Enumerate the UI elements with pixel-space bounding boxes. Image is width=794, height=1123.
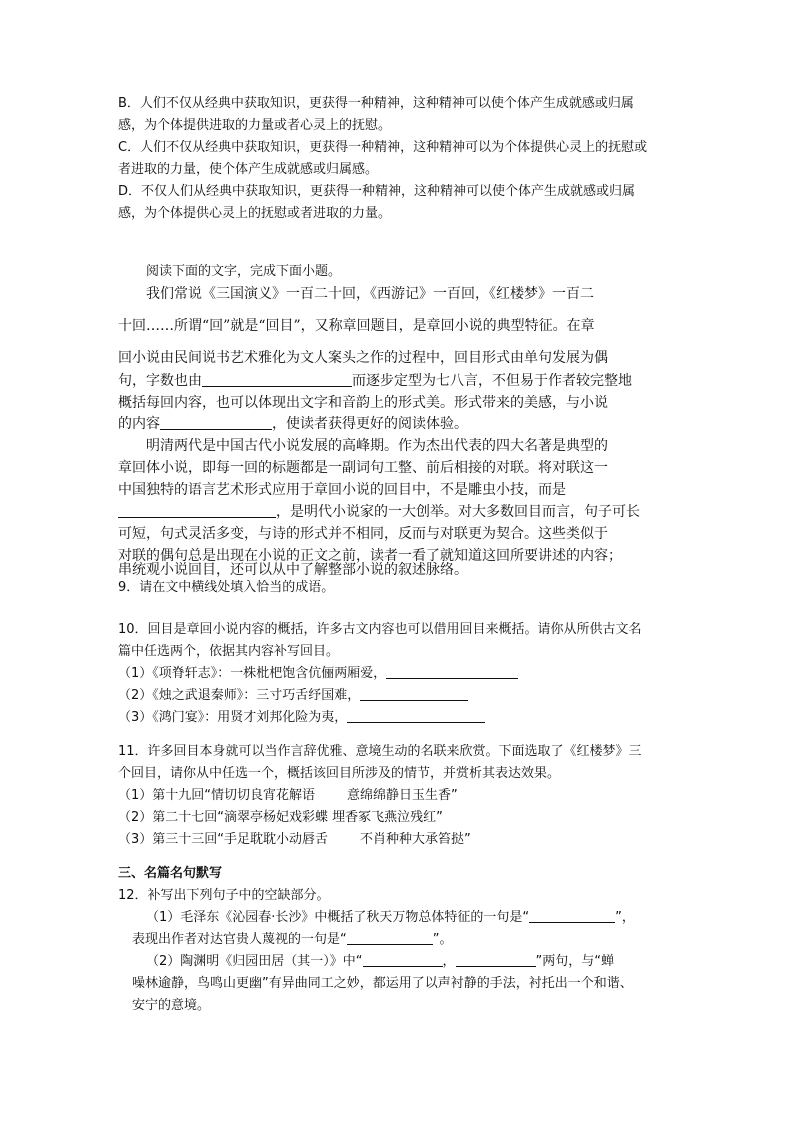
passage-line: 概括每回内容，也可以体现出文字和音韵上的形式美。形式带来的美感，与小说 <box>118 395 608 411</box>
passage-line: 明清两代是中国古代小说发展的高峰期。作为杰出代表的四大名著是典型的 <box>146 438 608 454</box>
passage-line <box>118 371 632 391</box>
answer-blank[interactable] <box>118 503 276 518</box>
passage-text: ，使读者获得更好的阅读体验。 <box>272 416 468 432</box>
passage-line: 我们常说《三国演义》一百二十回，《西游记》一百回，《红楼梦》一百二 <box>146 286 594 302</box>
answer-blank[interactable] <box>202 372 352 387</box>
q10-item <box>118 664 518 684</box>
q11-item-part: （3）第三十三回“手足耽耽小动唇舌 <box>118 832 329 847</box>
q11-item <box>118 830 471 850</box>
q11-item-part: 不肖种种大承笞挞” <box>360 832 471 847</box>
passage-line <box>118 502 640 522</box>
q10-item-text: （3）《鸿门宴》：用贤才刘邦化险为夷， <box>118 710 348 725</box>
q11-item-part: 意绵绵静日玉生香” <box>347 788 458 803</box>
answer-blank[interactable] <box>456 952 536 967</box>
q11-item <box>118 808 443 828</box>
option-d-line1: D．不仅人们从经典中获取知识，更获得一种精神，这种精神可以使个体产生成就感或归属 <box>118 184 636 199</box>
q10-item <box>118 708 485 728</box>
question-12-line1: 12．补写出下列句子中的空缺部分。 <box>118 888 330 903</box>
question-10-line2: 篇中任选两个，依据其内容补写回目。 <box>118 644 340 659</box>
q11-item-part: （2）第二十七回“滴翠亭杨妃戏彩蝶 埋香冢飞燕泣残红” <box>118 810 443 825</box>
q12-text: ”两句，与“蝉 <box>535 954 615 969</box>
q11-item <box>118 786 458 806</box>
option-b-line1: B．人们不仅从经典中获取知识，更获得一种精神，这种精神可以使个体产生成就感或归属 <box>118 96 634 111</box>
question-9: 9．请在文中横线处填入恰当的成语。 <box>118 580 335 595</box>
q12-text: （1）毛泽东《沁园春·长沙》中概括了秋天万物总体特征的一句是“ <box>146 910 530 925</box>
passage-line: 章回体小说，即每一回的标题都是一副词句工整、前后相接的对联。将对联这一 <box>118 460 608 476</box>
passage-line: 串统观小说回目，还可以从中了解整部小说的叙述脉络。 <box>118 562 468 578</box>
q10-item-text: （1）《项脊轩志》：一株枇杷饱含伉俪两厢爱， <box>118 666 387 681</box>
answer-blank[interactable] <box>347 708 485 723</box>
answer-blank[interactable] <box>360 686 468 701</box>
q12-text: ”， <box>615 910 635 925</box>
passage-text: 的内容 <box>118 416 160 432</box>
q12-sentence-2 <box>146 952 614 972</box>
answer-blank[interactable] <box>386 664 518 679</box>
answer-blank[interactable] <box>529 908 615 923</box>
passage-text: 句，字数也由 <box>118 373 202 389</box>
q12-sentence-2-cont: 噪林逾静，鸟鸣山更幽”有异曲同工之妙，都运用了以声衬静的手法，衬托出一个和谐、 <box>132 976 633 991</box>
passage-text: 而逐步定型为七八言，不但易于作者较完整地 <box>352 373 632 389</box>
q12-sentence-1 <box>146 908 635 928</box>
passage-line: 中国独特的语言艺术形式应用于章回小说的回目中，不是雕虫小技，而是 <box>118 482 566 498</box>
option-c-line1: C．人们不仅从经典中获取知识，更获得一种精神，这种精神可以为个体提供心灵上的抚慰或 <box>118 140 648 155</box>
question-11-line1: 11．许多回目本身就可以当作言辞优雅、意境生动的名联来欣赏。下面选取了《红楼梦》三 <box>118 744 642 759</box>
q12-text: ， <box>442 954 456 969</box>
question-11-line2: 个回目，请你从中任选一个，概括该回目所涉及的情节，并赏析其表达效果。 <box>118 766 561 781</box>
passage-line: 回小说由民间说书艺术雅化为文人案头之作的过程中，回目形式由单句发展为偶 <box>118 350 608 366</box>
q10-item <box>118 686 468 706</box>
question-10-line1: 10．回目是章回小说内容的概括，许多古文内容也可以借用回目来概括。请你从所供古文名 <box>118 622 642 637</box>
option-d-line2: 感，为个体提供心灵上的抚慰或者进取的力量。 <box>118 206 392 221</box>
option-c-line2: 者进取的力量，使个体产生成就感或归属感。 <box>118 162 379 177</box>
answer-blank[interactable] <box>160 415 272 430</box>
section-heading: 三、名篇名句默写 <box>118 866 223 881</box>
passage-line: 对联的偶句总是出现在小说的正文之前，读者一看了就知道这回所要讲述的内容； <box>118 548 622 564</box>
passage-line: 可短，句式灵活多变，与诗的形式并不相同，反而与对联更为契合。这些类似于 <box>118 526 608 542</box>
answer-blank[interactable] <box>347 930 433 945</box>
q12-sentence-1-cont <box>132 930 453 950</box>
passage-text: ，是明代小说家的一大创举。对大多数回目而言，句子可长 <box>276 504 640 520</box>
q12-text: （2）陶渊明《归园田居（其一）》中“ <box>146 954 363 969</box>
passage-line: 十回……所谓“回”就是“回目”，又称章回题目，是章回小说的典型特征。在章 <box>118 318 595 334</box>
reading-intro: 阅读下面的文字，完成下面小题。 <box>146 264 342 279</box>
passage-line <box>118 414 468 434</box>
q11-item-part: （1）第十九回“情切切良宵花解语 <box>118 788 316 803</box>
q12-text: ”。 <box>432 932 453 947</box>
answer-blank[interactable] <box>363 952 443 967</box>
option-b-line2: 感，为个体提供进取的力量或者心灵上的抚慰。 <box>118 118 392 133</box>
q10-item-text: （2）《烛之武退秦师》：三寸巧舌纾国难， <box>118 688 361 703</box>
q12-text: 表现出作者对达官贵人蔑视的一句是“ <box>132 932 347 947</box>
q12-sentence-2-end: 安宁的意境。 <box>132 998 211 1013</box>
